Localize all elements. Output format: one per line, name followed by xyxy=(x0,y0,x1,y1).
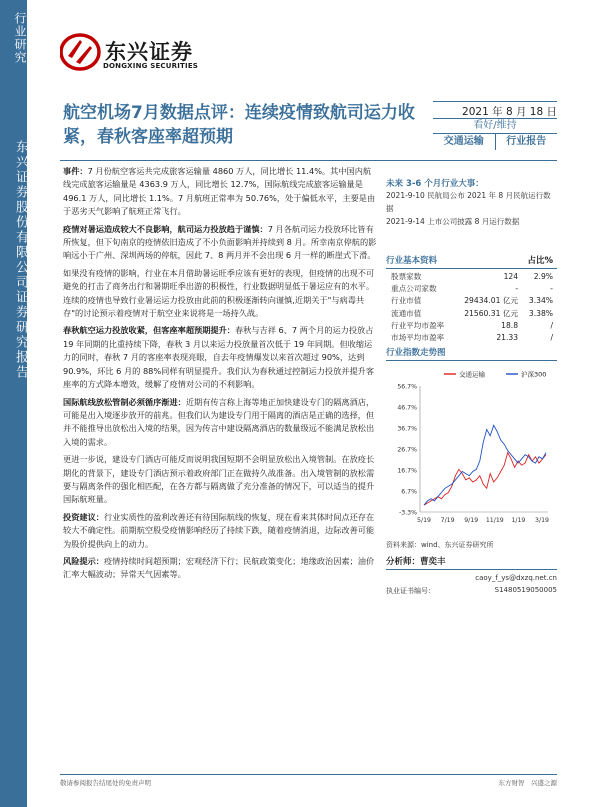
chart-heading: 行业指数走势图 xyxy=(386,346,557,361)
para-label: 投资建议： xyxy=(63,511,104,522)
para-label: 国际航线放松管制必须循序渐进： xyxy=(63,396,186,407)
y-tick-label: 36.7% xyxy=(397,425,417,433)
series-line xyxy=(424,453,546,506)
tag-industry: 交通运输 xyxy=(443,136,484,147)
table-row: 市场平均市盈率 21.33 / xyxy=(391,333,553,343)
divider xyxy=(60,774,557,775)
para-text: 春秋与吉祥 6、7 两个月的运力投放占 19 年同期的比重持续下降，春秋 3 月以来运力投放量首次低于 19 年同期。但收缩运力的同时，春秋 7 月的客座率表现亮眼，自去年疫情爆发以来首次超过 90%，达到 90.9%，环比 6 月的 88%同样有明显提升。我们认为春秋通过控制运力投放并提升客座率的方式降本增效，缓解了疫情对公司的不利影响。 xyxy=(63,325,375,390)
y-tick-label: 46.7% xyxy=(397,404,417,412)
rating-badge: 看好/维持 xyxy=(433,118,557,134)
paragraph xyxy=(63,555,378,582)
x-tick-label: 5/19 xyxy=(417,517,431,524)
x-tick-label: 3/19 xyxy=(535,517,549,524)
sidebar-category: 行业研究 xyxy=(13,12,27,64)
tag-row xyxy=(433,134,557,150)
report-title: 航空机场7月数据点评：连续疫情致航司运力收紧，春秋客座率超预期 xyxy=(63,103,415,147)
recent-events xyxy=(386,165,557,228)
paragraph xyxy=(63,453,378,507)
logo-cn: 东兴证券 xyxy=(105,40,193,64)
para-text: 7 月份航空客运共完成旅客运输量 4860 万人，同比增长 11.4%。其中国内航线完成旅客运输量是 4363.9 万人，同比增长 12.7%，国际航线完成旅客运输量是 496.1 万人，同比增长 1.1%。7 月航班正常率为 50.76%，处于偏低水平，主要是由于恶劣天气影响了航班正常飞行。 xyxy=(63,166,376,217)
legend-label: 沪深300 xyxy=(521,370,547,379)
y-tick-label: -3.3% xyxy=(399,509,417,517)
para-text: 近期有传言称上海等地正加快建设专门的隔离酒店，可能是出入境逐步放开的前兆。但我们认为建设专门用于隔离的酒店是正确的选择，但并不能推导出放松出入境的结果，因为传言中建设隔离酒店的数量级远不能满足放松出入境的需求。 xyxy=(63,396,375,447)
paragraph xyxy=(63,223,378,263)
para-text: 更进一步说，建设专门酒店可能反而说明我国短期不会明显放松出入境管制。在放疫长期化的背景下，建设专门酒店预示着政府部门正在做持久战准备。出入境管制的放松需要与隔离条件的强化相匹配，在各方都与隔离做了充分准备的情况下，可以适当的提升国际航班量。 xyxy=(63,454,375,505)
logo-en: DONGXING SECURITIES xyxy=(103,62,199,70)
footer-slogan: 东方财智 兴盛之源 xyxy=(498,779,557,787)
footer-disclaimer: 敬请参阅报告结尾处的免责声明 xyxy=(60,779,151,787)
y-tick-label: 26.7% xyxy=(397,446,417,454)
basic-info-heading: 行业基本资料 占比% xyxy=(386,254,557,269)
tag-type: 行业报告 xyxy=(506,136,547,147)
table-row: 重点公司家数 - - xyxy=(391,283,553,293)
sidebar-org: 东兴证券股份有限公司证券研究报告 xyxy=(13,140,28,380)
recent-item: 2021-9-10 民航局公布 2021 年 8 月民航运行数据 xyxy=(386,191,551,213)
sidebar xyxy=(0,0,27,807)
series-line xyxy=(424,425,546,505)
analyst-name: 分析师：曹奕丰 xyxy=(386,555,557,570)
para-text: 疫情持续时间超预期；宏观经济下行；民航政策变化；地缘政治因素；油价汇率大幅波动；异常天气因素等。 xyxy=(63,555,375,580)
chart-source: 资料来源：wind、东兴证券研究所 xyxy=(386,541,494,549)
paragraph xyxy=(63,267,378,321)
para-text: 行业实质性的盈利改善还有待国际航线的恢复，现在看来其体时间点还存在较大不确定性。前期航空股受疫情影响经历了持续下跌，随着疫情消退，边际改善可能为股价提供向上的动力。 xyxy=(63,511,375,549)
para-text: 7 月各航司运力投放环比皆有所恢复，但下旬南京的疫情依旧造成了不小负面影响并持续到 8 月。所幸南京停航的影响远小于广州、深圳两场的停航，因此 7、8 两月并不会出现 6 月一样的断崖式下滑。 xyxy=(63,223,377,261)
index-chart xyxy=(386,364,557,536)
pct-header: 占比% xyxy=(527,256,553,266)
paragraph xyxy=(63,324,378,391)
para-label: 疫情对暑运造成较大不良影响，航司运力投放趋于谨慎： xyxy=(63,223,268,234)
y-tick-label: 56.7% xyxy=(397,383,417,391)
para-label: 事件： xyxy=(63,166,88,176)
para-text: 如果没有疫情的影响，行业在本月借助暑运旺季应该有更好的表现，但疫情的出现不可避免的打击了商务出行和暑期旺季出游的积极性，行业数据明显低于暑运应有的水平。连续的疫情也导致行业暑运运力投放由此前的积极逐渐转向谨慎,近期关于"与病毒共存"的讨论预示着疫情对于航空业来说将是一场持久战。 xyxy=(63,267,375,319)
legend-label: 交通运输 xyxy=(459,370,485,379)
main-body xyxy=(63,165,378,586)
license-number: S1480519050005 xyxy=(494,586,557,594)
analyst-email: caoy_f_ys@dxzq.net.cn xyxy=(475,574,557,582)
para-label: 风险提示： xyxy=(63,555,104,566)
recent-heading: 未来 3-6 个月行业大事： xyxy=(386,179,484,189)
y-tick-label: 6.7% xyxy=(401,488,417,496)
x-tick-label: 11/19 xyxy=(485,517,504,524)
table-row: 行业市值 29434.01 亿元 3.34% xyxy=(391,296,553,306)
paragraph xyxy=(63,396,378,450)
basic-info-table xyxy=(386,270,557,344)
paragraph xyxy=(63,511,378,551)
analyst-license xyxy=(386,586,557,596)
table-row: 股票家数 124 2.9% xyxy=(391,271,553,281)
table-row: 行业平均市盈率 18.8 / xyxy=(391,320,553,330)
recent-item: 2021-9-14 上市公司披露 8 月运行数据 xyxy=(386,217,520,226)
para-label: 春秋航空运力投放收紧，但客座率超预期提升： xyxy=(63,325,235,336)
report-date: 2021 年 8 月 18 日 xyxy=(462,106,557,118)
x-tick-label: 9/19 xyxy=(464,517,479,524)
table-row: 流通市值 21560.31 亿元 3.38% xyxy=(391,308,553,318)
divider xyxy=(60,160,557,161)
y-tick-label: 16.7% xyxy=(397,467,417,475)
paragraph xyxy=(63,165,378,219)
x-tick-label: 1/19 xyxy=(511,517,526,524)
x-tick-label: 7/19 xyxy=(440,517,455,524)
license-label: 执业证书编号： xyxy=(386,587,435,595)
divider xyxy=(433,101,557,102)
